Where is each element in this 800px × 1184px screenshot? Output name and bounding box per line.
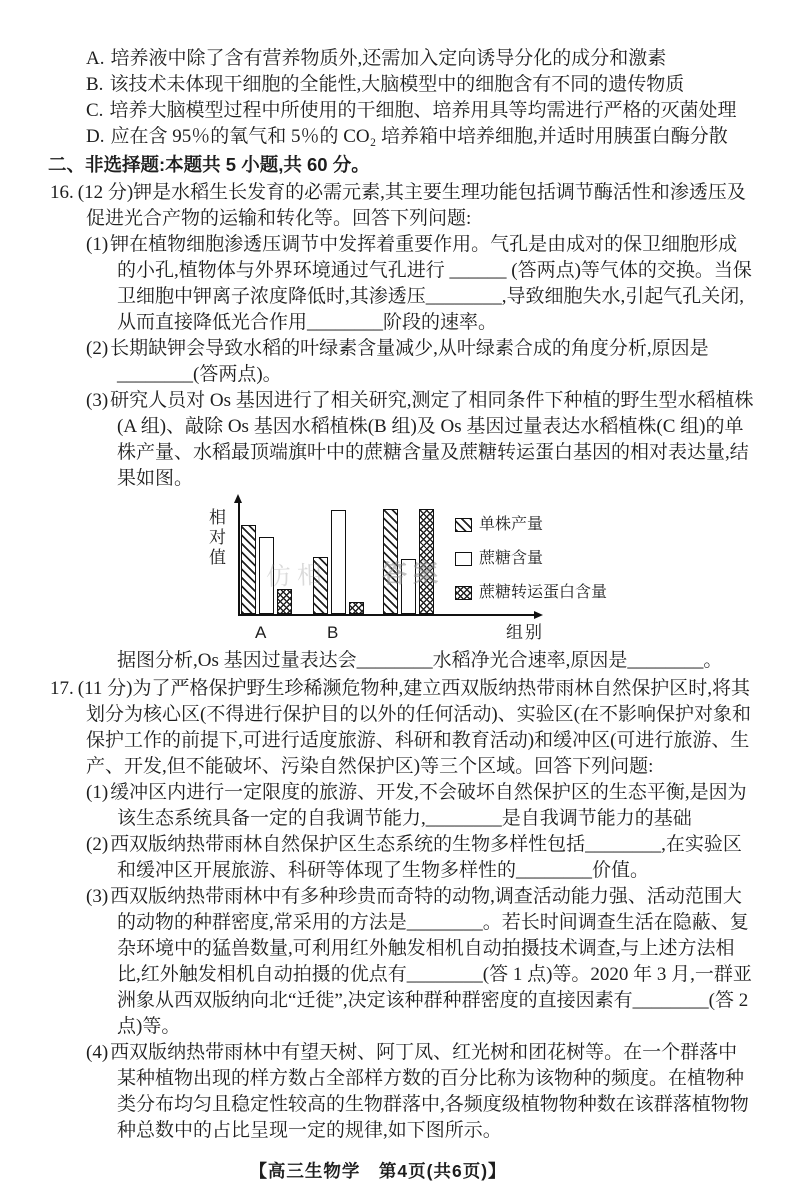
question-17-part-2: (2) 西双版纳热带雨林自然保护区生态系统的生物多样性包括________,在实验区和缓冲区开展旅游、科研等体现了生物多样性的________价值。 [86,834,742,881]
legend-row [455,512,607,538]
option-a-text: 培养液中除了含有营养物质外,还需加入定向诱导分化的成分和激素 [110,48,667,69]
bar-B-蔗糖转运蛋白含量 [349,602,364,614]
legend-row [455,580,607,606]
bar-C-蔗糖含量 [401,559,416,614]
bar-A-单株产量 [241,525,256,614]
bar-C-单株产量 [383,509,398,614]
option-b-label: B. [86,74,104,95]
question-17-number: 17. [50,678,74,699]
bar-A-蔗糖含量 [259,537,274,614]
watermark-left: 仿相 [265,561,329,592]
page-footer: 【高三生物学 第4页(共6页)】 [249,1161,507,1181]
legend-label: 蔗糖转运蛋白含量 [479,584,608,601]
option-c-label: C. [86,100,104,121]
question-17-part-1: (1) 缓冲区内进行一定限度的旅游、开发,不会破坏自然保护区的生态平衡,是因为该生态系统具备一定的自我调节能力,________是自我调节能力的基础 [86,782,747,829]
option-c-text: 培养大脑模型过程中所使用的干细胞、培养用具等均需进行严格的灭菌处理 [109,100,737,121]
question-17-part-4: (4) 西双版纳热带雨林中有望天树、阿丁凤、红光树和团花树等。在一个群落中某种植物出现的样方数占全部样方数的百分比称为该物种的频度。在植物种类分布均匀且稳定性较高的生物群落中,各频度级植物物种数在该群落植物物种总数中的占比呈现一定的规律,如下图所示。 [86,1042,749,1141]
question-17-intro: 17. (11 分)为了严格保护野生珍稀濒危物种,建立西双版纳热带雨林自然保护区时,将其划分为核心区(不得进行保护目的以外的任何活动)、实验区(在不影响保护对象和保护工作的前提下,可进行适度旅游、科研和教育活动)和缓冲区(可进行旅游、生产、开发,但不能破坏、污染自然保护区)等三个区域。回答下列问题: [50,678,751,777]
x-tick-B: B [327,623,339,642]
bar-B-蔗糖含量 [331,510,346,614]
x-axis-title: 组别 [506,623,544,642]
option-c [0,98,756,124]
option-d-text: 应在含 95％的氧气和 5％的 CO₂ 培养箱中培养细胞,并适时用胰蛋白酶分散 [110,126,728,147]
question-17-part-3: (3) 西双版纳热带雨林中有多种珍贵而奇特的动物,调查活动能力强、活动范围大的动物的种群密度,常采用的方法是________。若长时间调查生活在隐蔽、复杂环境中的猛兽数量,可利用红外触发相机自动拍摄技术调查,与上述方法相比,红外触发相机自动拍摄的优点有________(答 1 点)等。2020 年 3 月,一群亚洲象从西双版纳向北“迁徙”,决定该种群种群密度的直接因素有________(答 2 点)等。 [86,886,752,1037]
option-b-text: 该技术未体现干细胞的全能性,大脑模型中的细胞含有不同的遗传物质 [109,74,685,95]
bar-B-单株产量 [313,557,328,614]
x-tick-A: A [255,623,267,642]
legend-swatch-icon [455,552,472,566]
bar-C-蔗糖转运蛋白含量 [419,509,434,614]
option-d-label: D. [86,126,105,147]
question-16-part-1: (1) 钾在植物细胞渗透压调节中发挥着重要作用。气孔是由成对的保卫细胞形成的小孔,植物体与外界环境通过气孔进行 ______ (答两点)等气体的交换。当保卫细胞中钾离子浓度降低时,其渗透压________,导致细胞失水,引起气孔关闭,从而直接降低光合作用________阶段的速率。 [86,234,752,333]
legend-label: 单株产量 [479,516,544,533]
x-axis [238,614,536,616]
legend-swatch-icon [455,518,472,532]
option-d [0,124,756,150]
option-b [0,72,756,98]
question-16 [0,180,756,674]
question-16-intro: 16. (12 分)钾是水稻生长发育的必需元素,其主要生理功能包括调节酶活性和渗透压及促进光合产物的运输和转化等。回答下列问题: [50,182,746,229]
section-header: 二、非选择题:本题共 5 小题,共 60 分。 [48,154,370,175]
question-16-part-3: (3) 研究人员对 Os 基因进行了相关研究,测定了相同条件下种植的野生型水稻植株(A 组)、敲除 Os 基因水稻植株(B 组)及 Os 基因过量表达水稻植株(C 组)的单株产量、水稻最顶端旗叶中的蔗糖含量及蔗糖转运蛋白基因的相对表达量,结果如图。 [86,390,754,489]
legend-row [455,546,607,572]
question-16-part-2: (2) 长期缺钾会导致水稻的叶绿素含量减少,从叶绿素合成的角度分析,原因是________(答两点)。 [86,338,709,385]
option-a-label: A. [86,48,105,69]
watermark-right: 答案 [381,560,445,589]
legend-swatch-icon [455,586,472,600]
question-16-number: 16. [50,182,74,203]
bar-chart [200,496,760,646]
legend-label: 蔗糖含量 [479,550,544,567]
question-17 [0,676,756,1144]
question-16-conclusion: 据图分析,Os 基因过量表达会________水稻净光合速率,原因是________。 [117,650,723,671]
option-a [0,46,756,72]
bar-A-蔗糖转运蛋白含量 [277,589,292,614]
chart-legend [455,512,607,614]
y-axis-label: 相对值 [206,508,225,568]
